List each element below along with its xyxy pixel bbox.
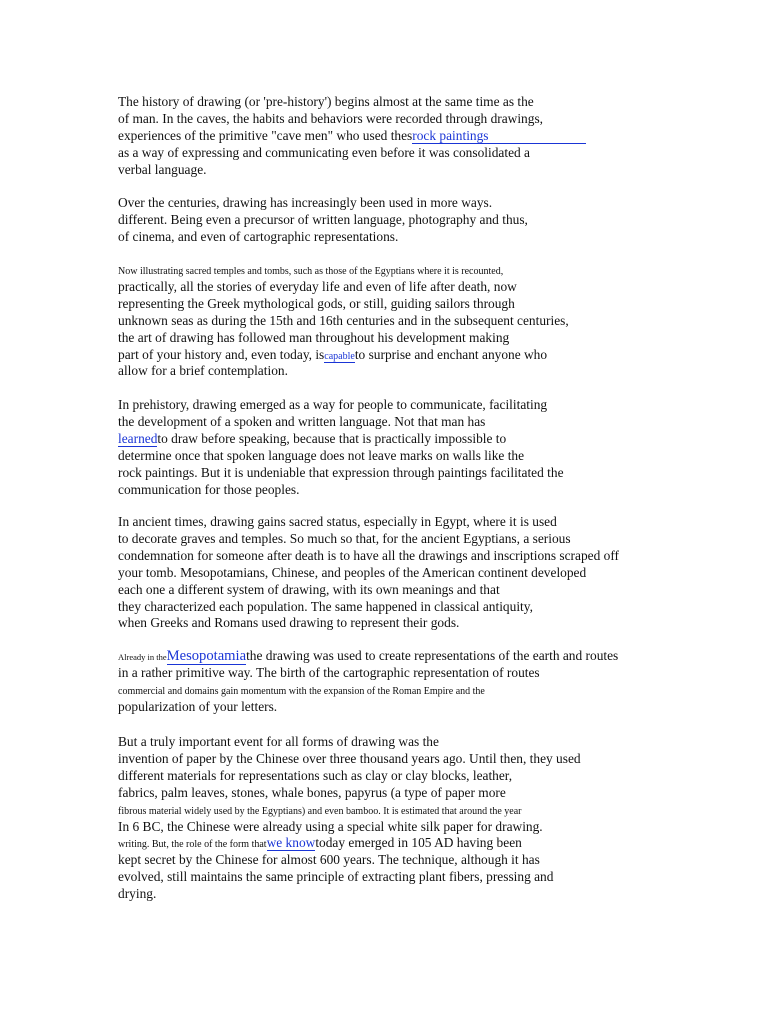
text-line [118, 195, 492, 211]
text-line [118, 565, 586, 581]
hyperlink[interactable]: capable [324, 350, 355, 362]
text-line [118, 531, 571, 547]
text-segment: to decorate graves and temples. So much so that, for the ancient Egyptians, a serious [118, 530, 571, 546]
text-segment: evolved, still maintains the same principle of extracting plant fibers, pressing and [118, 869, 554, 885]
text-line [118, 111, 543, 127]
text-line [118, 448, 524, 464]
text-segment: part of your history and, even today, is [118, 346, 325, 362]
text-segment: the drawing was used to create representations of the earth and routes [246, 648, 619, 663]
text-line [118, 279, 517, 295]
text-line [118, 648, 618, 665]
text-segment: In ancient times, drawing gains sacred status, especially in Egypt, where it is used [118, 514, 557, 529]
text-segment: unknown seas as during the 15th and 16th centuries and in the subsequent centuries, [118, 312, 569, 328]
text-line [118, 313, 569, 329]
text-line [118, 599, 533, 615]
text-line [118, 296, 515, 312]
text-segment: to surprise and enchant anyone who [354, 346, 548, 362]
text-segment: of man. In the caves, the habits and behaviors were recorded through drawings, [118, 110, 544, 126]
text-segment: In prehistory, drawing emerged as a way for people to communicate, facilitating [118, 397, 548, 412]
text-segment: Over the centuries, drawing has increasingly been used in more ways. [118, 195, 493, 210]
text-line [118, 835, 522, 853]
text-segment: to draw before speaking, because that is practically impossible to [157, 430, 507, 446]
text-segment: they characterized each population. The same happened in classical antiquity, [118, 598, 533, 614]
text-line [118, 431, 506, 447]
text-line [118, 465, 564, 481]
text-line [118, 162, 206, 178]
text-line [118, 514, 557, 530]
text-segment: determine once that spoken language does not leave marks on walls like the [118, 447, 525, 463]
text-segment: representing the Greek mythological gods, or still, guiding sailors through [118, 295, 515, 311]
text-line [118, 145, 530, 161]
text-segment: fibrous material widely used by the Egyptians) and even bamboo. It is estimated that around the year [118, 805, 522, 817]
text-segment: verbal language. [118, 161, 207, 177]
text-line [118, 751, 581, 767]
text-segment: of cinema, and even of cartographic representations. [118, 228, 399, 244]
text-segment: rock paintings. But it is undeniable that expression through paintings facilitated the [118, 464, 564, 480]
text-segment: when Greeks and Romans used drawing to represent their gods. [118, 615, 460, 631]
text-line [118, 94, 534, 110]
text-segment: condemnation for someone after death is to have all the drawings and inscriptions scraped off [118, 547, 620, 563]
text-segment: kept secret by the Chinese for almost 600 years. The technique, although it has [118, 852, 540, 868]
text-segment: In 6 BC, the Chinese were already using a special white silk paper for drawing. [118, 818, 543, 834]
text-line [118, 869, 553, 885]
text-line [118, 330, 509, 346]
text-segment: The history of drawing (or 'pre-history') begins almost at the same time as the [118, 94, 534, 109]
text-segment: writing. But, the role of the form that [118, 839, 267, 851]
text-line [118, 819, 543, 835]
text-line [118, 682, 485, 700]
text-segment: commercial and domains gain momentum with the expansion of the Roman Empire and the [118, 685, 485, 697]
text-segment: practically, all the stories of everyday life and even of life after death, now [118, 278, 517, 294]
text-segment: Already in the [118, 652, 167, 662]
hyperlink[interactable]: learned [118, 430, 158, 446]
hyperlink[interactable]: rock paintings [412, 128, 585, 144]
text-line [118, 347, 547, 365]
text-segment: allow for a brief contemplation. [118, 363, 288, 379]
text-line [118, 548, 619, 564]
text-line [118, 363, 288, 379]
text-line [118, 482, 299, 498]
text-segment: the art of drawing has followed man throughout his development making [118, 329, 510, 345]
text-segment: fabrics, palm leaves, stones, whale bones, papyrus (a type of paper more [118, 784, 506, 800]
text-segment: experiences of the primitive "cave men" who used thes [118, 127, 413, 143]
text-line [118, 212, 528, 228]
text-segment: in a rather primitive way. The birth of the cartographic representation of routes [118, 664, 540, 680]
text-line [118, 665, 540, 681]
text-line [118, 734, 439, 750]
text-line [118, 785, 506, 801]
text-line [118, 768, 512, 784]
text-segment: today emerged in 105 AD having been [315, 835, 522, 851]
text-segment: your tomb. Mesopotamians, Chinese, and peoples of the American continent developed [118, 564, 587, 580]
text-segment: Now illustrating sacred temples and tombs, such as those of the Egyptians where it is recounted, [118, 266, 504, 277]
text-segment: each one a different system of drawing, with its own meanings and that [118, 581, 500, 597]
text-segment: But a truly important event for all forms of drawing was the [118, 734, 439, 749]
text-line [118, 615, 459, 631]
text-segment: drying. [118, 886, 157, 902]
text-line [118, 802, 522, 820]
text-line [118, 128, 586, 144]
text-segment: popularization of your letters. [118, 698, 278, 714]
text-segment: the development of a spoken and written language. Not that man has [118, 413, 486, 429]
text-line [118, 582, 500, 598]
text-line [118, 699, 277, 715]
text-segment: different. Being even a precursor of written language, photography and thus, [118, 211, 528, 227]
text-line [118, 414, 485, 430]
text-segment: as a way of expressing and communicating even before it was consolidated a [118, 144, 530, 160]
text-line [118, 262, 503, 280]
text-line [118, 886, 156, 902]
text-line [118, 852, 540, 868]
text-segment: invention of paper by the Chinese over three thousand years ago. Until then, they used [118, 750, 581, 766]
text-segment: different materials for representations such as clay or clay blocks, leather, [118, 767, 513, 783]
hyperlink[interactable]: Mesopotamia [166, 648, 247, 664]
hyperlink[interactable]: we know [266, 835, 316, 851]
text-line [118, 229, 398, 245]
text-line [118, 397, 547, 413]
text-segment: communication for those peoples. [118, 481, 300, 497]
